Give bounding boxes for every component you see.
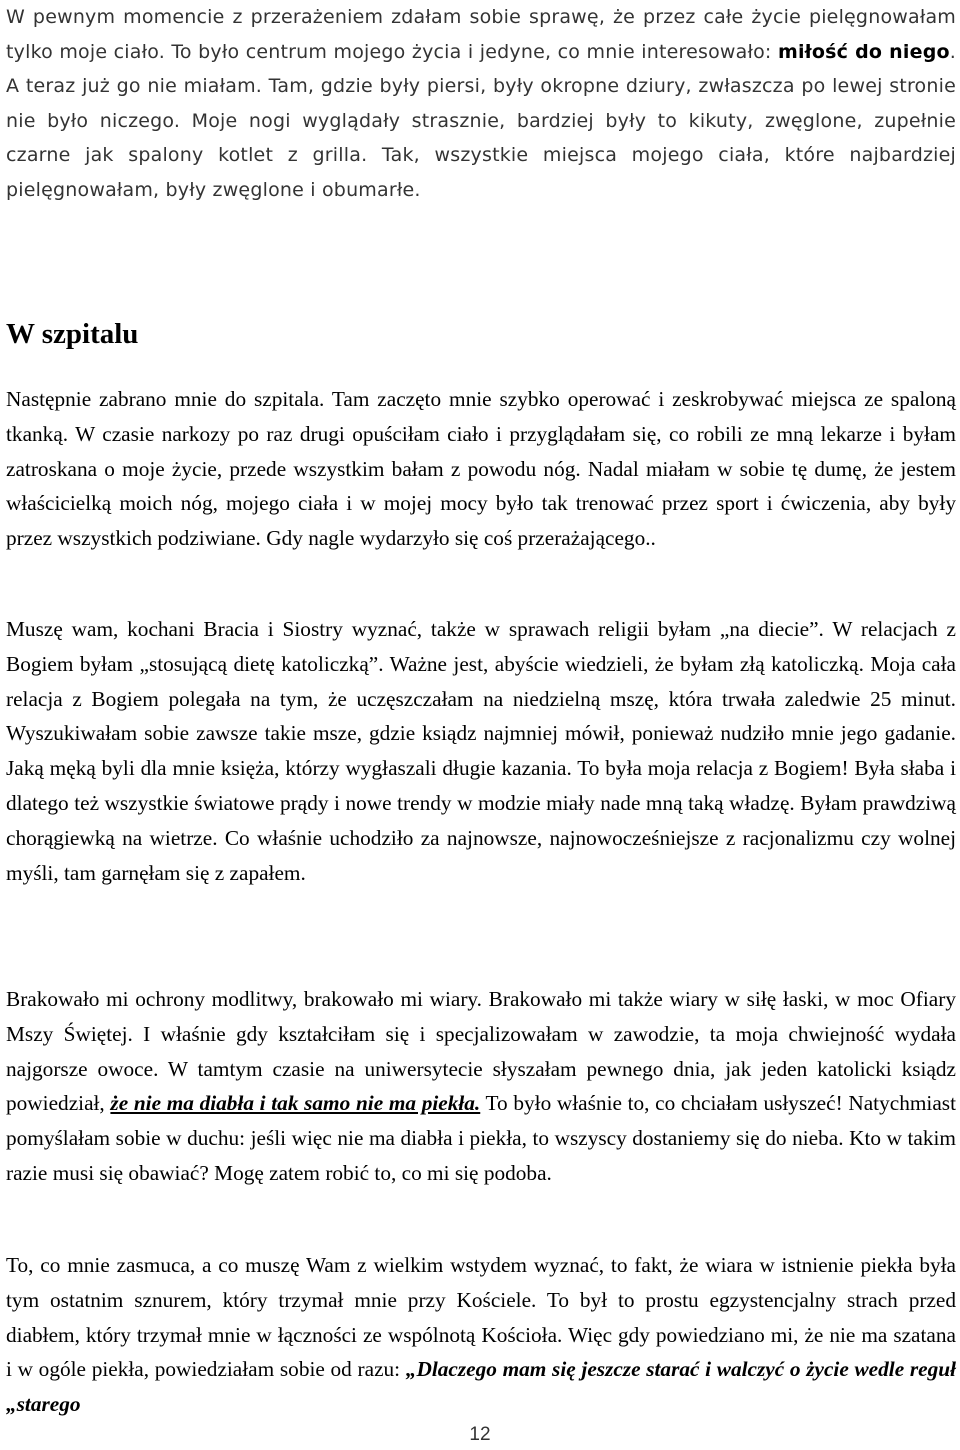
paragraph-2: Następnie zabrano mnie do szpitala. Tam zaczęto mnie szybko operować i zeskrobywać miejsca ze spaloną tkanką. W czasie narkozy po raz drugi opuściłam ciało i przyglądałam się, co robili ze mną lekarze i byłam zatroskana o moje życie, przede wszystkim bałam z powodu nóg. Nadal miałam w sobie tę dumę, że jestem właścicielką moich nóg, mojego ciała i w mojej mocy było tak trenować przez sport i ćwiczenia, aby były przez wszystkich podziwiane. Gdy nagle wydarzyło się coś przerażającego.. bbox=[6, 387, 956, 551]
paragraph-1-text-b: . A teraz już go nie miałam. Tam, gdzie były piersi, były okropne dziury, zwłaszcza po lewej stronie nie było niczego. Moje nogi wyglądały strasznie, bardziej były to kikuty, zwęglone, zupełnie czarne jak spalony kotlet z grilla. Tak, wszystkie miejsca mojego ciała, które najbardziej pielęgnowałam, były zwęglone i obumarłe. bbox=[6, 40, 956, 201]
paragraph-1-text-a: W pewnym momencie z przerażeniem zdałam sobie sprawę, że przez całe życie pielęgnowałam tylko moje ciało. To było centrum mojego życia i jedyne, co mnie interesowało: bbox=[6, 6, 956, 63]
paragraph-4-text-a: Brakowało mi ochrony modlitwy, brakowało mi wiary. Brakowało mi także wiary w siłę łaski, w moc Ofiary Mszy Świętej. I właśnie gdy kształciłam się i specjalizowałam w zawodzie, ta moja chwiejność wydała najgorsze owoce. W tamtym czasie na uniwersytecie słyszałam pewnego dnia, jak jeden katolicki ksiądz powiedział, bbox=[6, 987, 956, 1116]
paragraph-5-emphasis: „Dlaczego mam się jeszcze starać i walczyć o życie wedle reguł „starego bbox=[6, 1357, 956, 1417]
paragraph-4 bbox=[6, 982, 956, 1191]
page-number: 12 bbox=[469, 1424, 491, 1445]
paragraph-5-text-a: To, co mnie zasmuca, a co muszę Wam z wielkim wstydem wyznać, to fakt, że wiara w istnienie piekła była tym ostatnim sznurem, który trzymał mnie przy Kościele. To był to prostu egzystencjalny strach przed diabłem, który trzymał mnie w łączności ze wspólnotą Kościoła. Więc gdy powiedziano mi, że nie ma szatana i w ogóle piekła, powiedziałam sobie od razu: bbox=[6, 1253, 956, 1382]
section-heading: W szpitalu bbox=[6, 318, 139, 350]
paragraph-3: Muszę wam, kochani Bracia i Siostry wyznać, także w sprawach religii byłam „na diecie”. W relacjach z Bogiem byłam „stosującą dietę katoliczką”. Ważne jest, abyście wiedzieli, że byłam złą katoliczką. Moja cała relacja z Bogiem polegała na tym, że uczęszczałam na niedzielną mszę, która trwała zaledwie 25 minut. Wyszukiwałam sobie zawsze takie msze, gdzie ksiądz najmniej mówił, ponieważ nudziło mnie jego gadanie. Jaką męką byli dla mnie księża, którzy wygłaszali długie kazania. To była moja relacja z Bogiem! Była słaba i dlatego też wszystkie światowe prądy i nowe trendy w modzie miały nade mną taką władzę. Byłam prawdziwą chorągiewką na wietrze. Co właśnie uchodziło za najnowsze, najnowocześniejsze z racjonalizmu czy wolnej myśli, tam garnęłam się z zapałem. bbox=[6, 617, 956, 885]
paragraph-5 bbox=[6, 1248, 956, 1422]
paragraph-1 bbox=[6, 0, 956, 208]
paragraph-4-emphasis: że nie ma diabła i tak samo nie ma piekła. bbox=[110, 1091, 481, 1116]
paragraph-4-text-b: To było właśnie to, co chciałam usłyszeć! Natychmiast pomyślałam sobie w duchu: jeśli więc nie ma diabła i piekła, to wszyscy dostaniemy się do nieba. Kto w takim razie musi się obawiać? Mogę zatem robić to, co mi się podoba. bbox=[6, 1091, 956, 1185]
paragraph-1-bold: miłość do niego bbox=[777, 40, 950, 63]
